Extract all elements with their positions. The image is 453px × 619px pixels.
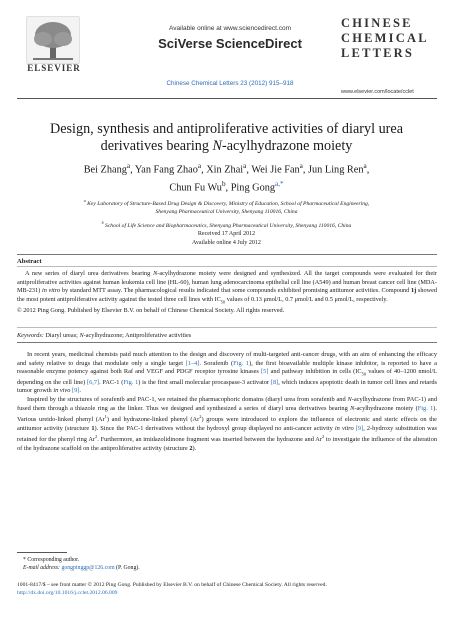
author-name: Yan Fang Zhao — [134, 164, 198, 176]
reference-link[interactable]: [6,7] — [86, 378, 100, 386]
author-name: Chun Fu Wu — [169, 182, 222, 194]
elsevier-tree-icon — [26, 16, 80, 64]
author-name: Ping Gong — [230, 182, 276, 194]
keywords: Keywords: Diaryl ureas; N-acylhydrazone; Antiproliferative activities — [17, 332, 192, 339]
figure-link[interactable]: Fig. 1 — [123, 378, 139, 386]
figure-link[interactable]: Fig. 1 — [233, 359, 250, 367]
body-text — [17, 351, 437, 454]
journal-logo-line: LETTERS — [341, 46, 415, 60]
title-line-2: derivatives bearing N-acylhydrazone moiety — [100, 138, 353, 154]
corresponding-author-note: * Corresponding author. — [23, 557, 80, 563]
corresponding-author-link[interactable]: a,* — [275, 180, 284, 189]
reference-link[interactable]: [8] — [270, 378, 279, 386]
journal-url-link[interactable]: www.elsevier.com/locate/cclet — [341, 89, 414, 95]
article-title — [25, 121, 428, 155]
journal-logo — [341, 16, 441, 61]
doi-link[interactable]: http://dx.doi.org/10.1016/j.cclet.2012.06.009 — [17, 590, 118, 596]
article-dates — [30, 230, 423, 248]
publisher-logo-text: ELSEVIER — [27, 63, 81, 73]
author-name: Wei Jie Fan — [251, 164, 300, 176]
footnote-divider — [17, 552, 67, 553]
sd-name: SciVerse ScienceDirect — [158, 36, 302, 51]
copyright-notice: © 2012 Ping Gong. Published by Elsevier B.V. on behalf of Chinese Chemical Society. All rights reserved. — [17, 306, 285, 314]
reference-link[interactable]: [5] — [261, 368, 269, 376]
email-note: E-mail address: gongpinggp@126.com (P. Gong). — [23, 565, 140, 571]
paragraph: In recent years, medicinal chemists paid much attention to the design and discovery of multi-targeted anti-cancer drugs, with an aim of enhancing the efficacy and safety relative to drugs that modulate only a single target [1–4]. Sorafenib (Fig. 1), the first bioavailable multiple kinase inhibitor, is reported to have a reasonable enzyme potency against both Raf and VEGF and PDGF receptor tyrosine kinases [5] and pathway inhibition in cells ($IC_{50}$ values of 40–1200 nmol/L depending on the cell line) [6,7]. PAC-1 (Fig. 1) is the first small molecular procaspase-3 activator [8], which induces apoptotic death in tumor cell lines and retards tumor growth in vivo [9]. — [17, 351, 437, 395]
journal-logo-line: CHINESE — [341, 16, 413, 30]
sd-availability: Available online at www.sciencedirect.com — [169, 25, 291, 32]
online-date: Available online 4 July 2012 — [192, 240, 261, 246]
abstract-heading-rule — [17, 266, 437, 267]
header-divider — [17, 98, 437, 99]
paragraph: Inspired by the structures of sorafenib and PAC-1, we retained the pharmacophoric domains (diaryl urea from sorafenib and N-acylhydrazone from PAC-1) and fused them through a thiazole ring as the linker. Thus we designed and synthesized a series of diaryl urea derivatives bearing N-acylhydrazone moiety (Fig. 1). Various ureido-linked phenyl (Ar$^1$) and hydrazone-linked phenyl (Ar$^2$) groups were introduced to explore the influence of electronic and steric effects on the antitumor activity (structure 1). Since the PAC-1 derivatives without the hydroxyl group displayed no anti-cancer activity in vitro [9], 2-hydroxy substitution was retained for the phenyl ring Ar$^2$. Furthermore, an imidazolidinone fragment was inserted between the hydrazone and Ar$^2$ to investigate the influence of the alteration of the hydrazone scaffold on the antiproliferative activity (structure 2). — [17, 396, 437, 452]
received-date: Received 17 April 2012 — [197, 231, 256, 237]
author-list: Bei Zhang$^a$, Yan Fang Zhao$^a$, Xin Zhai$^a$, Wei Jie Fan$^a$, Jun Ling Ren$^a$, Chun Fu Wu$^b$, Ping Gong$^{a,*}$ — [83, 162, 370, 194]
title-line-1: Design, synthesis and antiproliferative activities of diaryl urea — [49, 121, 403, 137]
reference-link[interactable]: [1–4] — [185, 359, 200, 367]
front-matter-line: 1001-8417/$ – see front matter © 2012 Ping Gong. Published by Elsevier B.V. on behalf of Chinese Chemical Society. All rights reserved. — [17, 582, 327, 588]
abstract-bottom-rule — [17, 342, 437, 343]
affiliations: $^a$ Key Laboratory of Structure-Based Drug Design & Discovery, Ministry of Education, School of Pharmaceutical Engineering, Shenyang Pharmaceutical University, Shenyang 110016, China $^b$ School of Life Science and Biopharmaceutics, Shenyang Pharmaceutical University, Shenyang 110016, China — [83, 199, 370, 229]
journal-logo-line: CHEMICAL — [341, 31, 429, 45]
abstract-text: A new series of diaryl urea derivatives bearing N-acylhydrazone moiety were designed and synthesized. All the target compounds were evaluated for their antiproliferative activities against human leukemia cell line (HL-60), human lung adenocarcinoma epithelial cell line (A549) and human breast cancer cell line (MDA-MB-231) in vitro by standard MTT assay. The pharmacological results indicated that some compounds exhibited promising antitumor activities. Compound 1j showed the most potent antiproliferative activity against the tested three cell lines with $IC_{50}$ values of 0.13 μmol/L, 0.7 μmol/L and 0.5 μmol/L, respectively. © 2012 Ping Gong. Published by Elsevier B.V. on behalf of Chinese Chemical Society. All rights reserved. — [17, 270, 437, 314]
reference-link[interactable]: [9] — [72, 387, 80, 395]
journal-reference-link[interactable]: Chinese Chemical Letters 23 (2012) 915–918 — [166, 80, 294, 87]
author-name: Bei Zhang — [83, 164, 127, 176]
abstract-heading: Abstract — [17, 258, 42, 265]
email-link[interactable]: gongpinggp@126.com — [61, 565, 115, 571]
keywords-rule — [17, 327, 437, 328]
reference-link[interactable]: [9] — [355, 424, 364, 432]
abstract-top-rule — [17, 254, 437, 255]
author-name: Xin Zhai — [206, 164, 244, 176]
figure-link[interactable]: Fig. 1 — [417, 404, 434, 412]
author-name: Jun Ling Ren — [308, 164, 364, 176]
